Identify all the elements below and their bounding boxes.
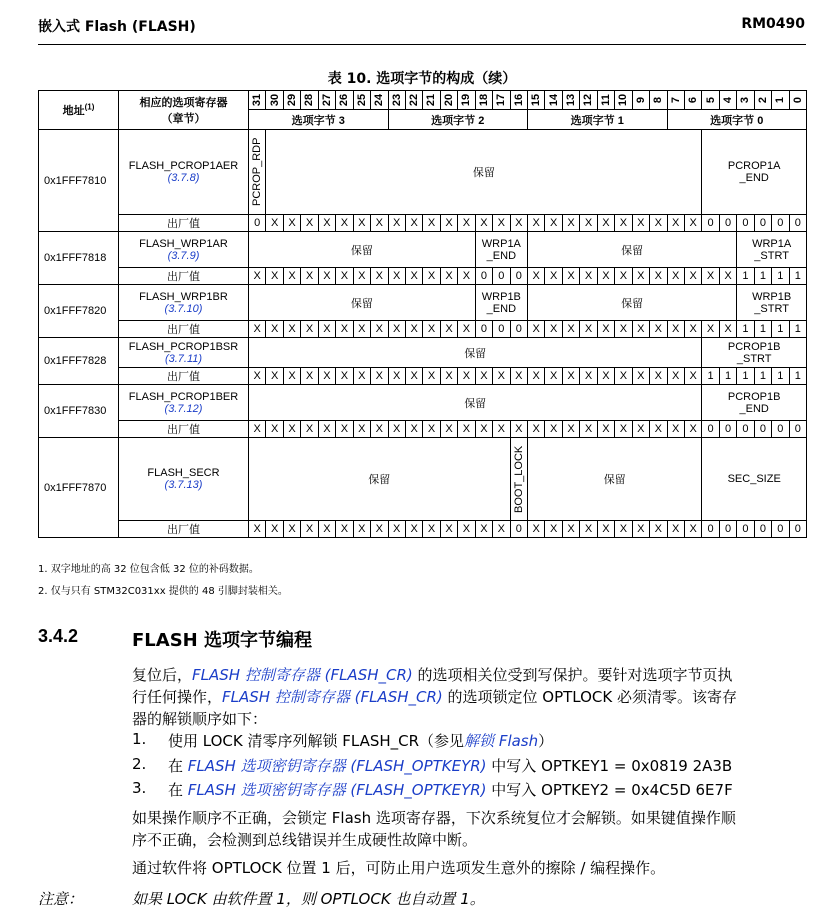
factory-value-bit: X	[388, 268, 405, 285]
bit-number: 8	[650, 91, 667, 110]
factory-value-bit: X	[353, 268, 370, 285]
factory-value-bit: X	[615, 521, 632, 538]
factory-value-bit: X	[388, 368, 405, 385]
factory-value-bit: X	[528, 268, 545, 285]
footnote-2: 2. 仅与只有 STM32C031xx 提供的 48 引脚封装相关。	[38, 586, 288, 597]
factory-value-bit: X	[545, 368, 562, 385]
factory-value-bit: 1	[737, 268, 754, 285]
factory-value-bit: X	[667, 421, 684, 438]
factory-value-label: 出厂值	[119, 368, 249, 385]
factory-value-bit: X	[336, 421, 353, 438]
factory-value-bit: X	[423, 215, 440, 232]
bit-number: 25	[353, 91, 370, 110]
factory-value-bit: X	[562, 368, 579, 385]
factory-value-bit: X	[440, 368, 457, 385]
byte-group-header: 选项字节 1	[528, 110, 668, 130]
factory-value-bit: X	[632, 521, 649, 538]
factory-value-bit: X	[528, 521, 545, 538]
bit-number: 21	[423, 91, 440, 110]
bit-number: 31	[249, 91, 266, 110]
register-address: 0x1FFF7818	[39, 232, 119, 285]
register-address: 0x1FFF7810	[39, 130, 119, 232]
bit-field: 保留	[249, 285, 476, 321]
bit-number: 16	[510, 91, 527, 110]
factory-value-bit: X	[528, 321, 545, 338]
bit-number: 1	[772, 91, 789, 110]
register-name: FLASH_PCROP1AER (3.7.8)	[119, 130, 249, 215]
note-text: 如果 LOCK 由软件置 1，则 OPTLOCK 也自动置 1。	[132, 890, 485, 908]
bit-number: 11	[597, 91, 614, 110]
factory-value-bit: X	[283, 215, 300, 232]
paragraph-3: 通过软件将 OPTLOCK 位置 1 后，可防止用户选项发生意外的擦除 / 编程操作。	[132, 859, 666, 877]
col-header-address: 地址$^{(1)}$	[39, 91, 119, 130]
factory-value-bit: X	[405, 421, 422, 438]
factory-value-bit: X	[528, 215, 545, 232]
footnote-1: 1. 双字地址的高 32 位包含低 32 位的补码数据。	[38, 564, 259, 575]
factory-value-bit: X	[597, 215, 614, 232]
factory-value-bit: X	[650, 321, 667, 338]
factory-value-bit: X	[249, 268, 266, 285]
factory-value-bit: 1	[737, 321, 754, 338]
register-name: FLASH_WRP1BR (3.7.10)	[119, 285, 249, 321]
bit-number: 15	[528, 91, 545, 110]
factory-value-bit: X	[388, 521, 405, 538]
factory-value-bit: X	[667, 268, 684, 285]
bit-number: 28	[301, 91, 318, 110]
bit-number: 17	[493, 91, 510, 110]
factory-value-bit: X	[719, 321, 736, 338]
factory-value-bit: X	[440, 521, 457, 538]
register-address: 0x1FFF7830	[39, 385, 119, 438]
factory-value-bit: 0	[754, 421, 771, 438]
factory-value-bit: X	[650, 268, 667, 285]
factory-value-bit: X	[318, 321, 335, 338]
register-name: FLASH_SECR (3.7.13)	[119, 438, 249, 521]
factory-value-bit: X	[545, 215, 562, 232]
factory-value-bit: X	[615, 215, 632, 232]
factory-value-bit: 0	[789, 421, 806, 438]
factory-value-bit: X	[266, 215, 283, 232]
factory-value-bit: X	[388, 215, 405, 232]
factory-value-bit: X	[684, 368, 701, 385]
bit-number: 10	[615, 91, 632, 110]
factory-value-bit: X	[650, 421, 667, 438]
bit-number: 12	[580, 91, 597, 110]
factory-value-bit: X	[371, 215, 388, 232]
factory-value-label: 出厂值	[119, 268, 249, 285]
factory-value-bit: X	[266, 268, 283, 285]
bit-number: 3	[737, 91, 754, 110]
bit-number: 22	[405, 91, 422, 110]
factory-value-bit: X	[423, 368, 440, 385]
factory-value-bit: 0	[719, 215, 736, 232]
page-header-left: 嵌入式 Flash (FLASH)	[38, 19, 196, 35]
list-item-2: 在 FLASH 选项密钥寄存器 (FLASH_OPTKEYR) 中写入 OPTKEY1 = 0x0819 2A3B	[168, 757, 733, 775]
bit-field: 保留	[249, 385, 702, 421]
factory-value-bit: 1	[772, 321, 789, 338]
header-rule	[38, 44, 806, 45]
bit-field: 保留	[249, 438, 511, 521]
factory-value-bit: X	[597, 321, 614, 338]
factory-value-bit: X	[667, 321, 684, 338]
factory-value-bit: X	[684, 321, 701, 338]
factory-value-bit: X	[493, 421, 510, 438]
factory-value-bit: 0	[719, 421, 736, 438]
factory-value-bit: X	[266, 521, 283, 538]
factory-value-bit: 1	[789, 368, 806, 385]
factory-value-bit: X	[458, 321, 475, 338]
bit-number: 6	[684, 91, 701, 110]
factory-value-label: 出厂值	[119, 215, 249, 232]
factory-value-bit: X	[615, 368, 632, 385]
factory-value-bit: X	[249, 421, 266, 438]
factory-value-bit: 1	[737, 368, 754, 385]
factory-value-bit: X	[458, 268, 475, 285]
bit-number: 2	[754, 91, 771, 110]
factory-value-bit: X	[632, 368, 649, 385]
factory-value-label: 出厂值	[119, 421, 249, 438]
factory-value-bit: X	[423, 268, 440, 285]
bit-field: WRP1A _STRT	[737, 232, 807, 268]
link-unlock-flash[interactable]: 解锁 Flash	[464, 732, 539, 750]
factory-value-bit: X	[597, 368, 614, 385]
bit-number: 27	[318, 91, 335, 110]
factory-value-bit: X	[318, 421, 335, 438]
factory-value-bit: X	[266, 421, 283, 438]
factory-value-bit: X	[597, 521, 614, 538]
register-address: 0x1FFF7870	[39, 438, 119, 538]
factory-value-bit: 0	[493, 268, 510, 285]
factory-value-bit: X	[405, 321, 422, 338]
factory-value-bit: X	[371, 321, 388, 338]
factory-value-bit: X	[283, 321, 300, 338]
register-name: FLASH_PCROP1BER (3.7.12)	[119, 385, 249, 421]
factory-value-bit: X	[667, 368, 684, 385]
bit-field: 保留	[528, 232, 737, 268]
factory-value-bit: X	[545, 321, 562, 338]
register-section-link[interactable]: (3.7.10)	[164, 302, 203, 315]
factory-value-bit: X	[336, 215, 353, 232]
bit-number: 5	[702, 91, 719, 110]
factory-value-bit: X	[580, 421, 597, 438]
factory-value-bit: X	[684, 421, 701, 438]
factory-value-bit: X	[475, 215, 492, 232]
factory-value-bit: X	[388, 321, 405, 338]
factory-value-bit: 0	[510, 268, 527, 285]
byte-group-header: 选项字节 2	[388, 110, 528, 130]
factory-value-bit: X	[301, 368, 318, 385]
col-header-register: 相应的选项寄存器 （章节）	[119, 91, 249, 130]
factory-value-bit: X	[528, 368, 545, 385]
factory-value-bit: X	[301, 321, 318, 338]
table-title: 表 10. 选项字节的构成（续）	[327, 71, 517, 87]
byte-group-header: 选项字节 3	[249, 110, 389, 130]
option-bytes-table	[38, 90, 807, 538]
bit-field: SEC_SIZE	[702, 438, 807, 521]
factory-value-bit: X	[353, 368, 370, 385]
factory-value-bit: X	[249, 321, 266, 338]
factory-value-bit: X	[580, 268, 597, 285]
bit-field: BOOT_LOCK	[510, 438, 527, 521]
factory-value-bit: X	[632, 421, 649, 438]
bit-field: PCROP1B _END	[702, 385, 807, 421]
factory-value-bit: X	[458, 215, 475, 232]
factory-value-bit: X	[249, 521, 266, 538]
factory-value-bit: X	[684, 215, 701, 232]
factory-value-bit: X	[283, 521, 300, 538]
factory-value-bit: X	[353, 321, 370, 338]
page-header-right: RM0490	[741, 16, 805, 32]
bit-number: 18	[475, 91, 492, 110]
factory-value-bit: 0	[737, 521, 754, 538]
byte-group-header: 选项字节 0	[667, 110, 807, 130]
factory-value-bit: X	[493, 521, 510, 538]
factory-value-bit: X	[702, 268, 719, 285]
bit-number: 20	[440, 91, 457, 110]
factory-value-bit: X	[493, 215, 510, 232]
bit-field: WRP1A _END	[475, 232, 527, 268]
factory-value-bit: 1	[772, 368, 789, 385]
factory-value-bit: X	[318, 521, 335, 538]
bit-number: 14	[545, 91, 562, 110]
bit-field: PCROP1B _STRT	[702, 338, 807, 368]
factory-value-bit: X	[249, 368, 266, 385]
factory-value-bit: X	[353, 521, 370, 538]
factory-value-bit: 0	[249, 215, 266, 232]
factory-value-bit: X	[615, 421, 632, 438]
factory-value-bit: 0	[772, 215, 789, 232]
register-name: FLASH_WRP1AR (3.7.9)	[119, 232, 249, 268]
factory-value-bit: X	[475, 421, 492, 438]
bit-field: 保留	[528, 285, 737, 321]
factory-value-bit: X	[318, 215, 335, 232]
factory-value-bit: X	[475, 521, 492, 538]
factory-value-bit: 0	[789, 521, 806, 538]
factory-value-bit: X	[545, 421, 562, 438]
bit-number: 19	[458, 91, 475, 110]
bit-field: 保留	[266, 130, 702, 215]
factory-value-bit: X	[475, 368, 492, 385]
link-optkeyr[interactable]: FLASH 选项密钥寄存器 (FLASH_OPTKEYR)	[187, 757, 487, 775]
register-section-link[interactable]: (3.7.8)	[167, 172, 200, 184]
bit-field: 保留	[249, 338, 702, 368]
factory-value-bit: X	[562, 215, 579, 232]
factory-value-bit: X	[510, 421, 527, 438]
factory-value-bit: X	[301, 521, 318, 538]
factory-value-bit: X	[458, 521, 475, 538]
bit-number: 26	[336, 91, 353, 110]
factory-value-bit: X	[405, 215, 422, 232]
factory-value-bit: X	[371, 368, 388, 385]
factory-value-bit: X	[615, 268, 632, 285]
factory-value-bit: X	[371, 268, 388, 285]
factory-value-label: 出厂值	[119, 521, 249, 538]
factory-value-bit: X	[545, 268, 562, 285]
factory-value-bit: 0	[737, 421, 754, 438]
factory-value-bit: X	[266, 321, 283, 338]
factory-value-bit: 1	[754, 321, 771, 338]
factory-value-bit: 0	[493, 321, 510, 338]
factory-value-bit: X	[405, 268, 422, 285]
factory-value-bit: X	[510, 368, 527, 385]
factory-value-bit: 0	[719, 521, 736, 538]
factory-value-bit: X	[353, 421, 370, 438]
factory-value-bit: X	[650, 215, 667, 232]
factory-value-bit: X	[423, 321, 440, 338]
factory-value-bit: X	[371, 521, 388, 538]
link-flash-cr-2[interactable]: FLASH 控制寄存器 (FLASH_CR)	[222, 688, 443, 706]
factory-value-bit: X	[597, 268, 614, 285]
factory-value-bit: X	[615, 321, 632, 338]
factory-value-bit: 1	[702, 368, 719, 385]
factory-value-bit: X	[371, 421, 388, 438]
list-item-1-number: 1.	[132, 730, 147, 748]
factory-value-bit: X	[562, 268, 579, 285]
factory-value-bit: X	[719, 268, 736, 285]
factory-value-bit: X	[301, 421, 318, 438]
bit-number: 23	[388, 91, 405, 110]
factory-value-bit: 1	[754, 368, 771, 385]
factory-value-bit: X	[283, 368, 300, 385]
factory-value-bit: X	[684, 268, 701, 285]
factory-value-bit: X	[580, 521, 597, 538]
factory-value-bit: X	[301, 215, 318, 232]
factory-value-bit: X	[458, 368, 475, 385]
factory-value-bit: X	[388, 421, 405, 438]
factory-value-bit: X	[336, 268, 353, 285]
factory-value-bit: X	[336, 521, 353, 538]
factory-value-bit: 0	[510, 321, 527, 338]
bit-number: 4	[719, 91, 736, 110]
factory-value-bit: X	[667, 215, 684, 232]
factory-value-bit: 0	[772, 521, 789, 538]
factory-value-bit: X	[353, 215, 370, 232]
factory-value-bit: X	[283, 268, 300, 285]
register-name: FLASH_PCROP1BSR (3.7.11)	[119, 338, 249, 368]
bit-field: PCROP1A _END	[702, 130, 807, 215]
factory-value-bit: X	[440, 421, 457, 438]
factory-value-bit: X	[336, 321, 353, 338]
factory-value-bit: X	[562, 321, 579, 338]
factory-value-bit: X	[336, 368, 353, 385]
bit-field: WRP1B _END	[475, 285, 527, 321]
factory-value-bit: X	[405, 521, 422, 538]
register-section-link[interactable]: (3.7.13)	[164, 479, 203, 491]
factory-value-bit: X	[318, 368, 335, 385]
section-number: 3.4.2	[38, 626, 79, 646]
factory-value-bit: X	[667, 521, 684, 538]
bit-number: 24	[371, 91, 388, 110]
note-label: 注意：	[38, 890, 84, 908]
factory-value-bit: 0	[772, 421, 789, 438]
factory-value-bit: 0	[475, 268, 492, 285]
bit-number: 30	[266, 91, 283, 110]
list-item-2-number: 2.	[132, 755, 147, 773]
factory-value-bit: X	[632, 321, 649, 338]
factory-value-bit: 1	[719, 368, 736, 385]
factory-value-bit: X	[458, 421, 475, 438]
section-title: FLASH 选项字节编程	[132, 630, 312, 651]
paragraph-2: 如果操作顺序不正确，会锁定 Flash 选项寄存器，下次系统复位才会解锁。如果键值操作顺 序不正确，会检测到总线错误并生成硬性故障中断。	[132, 809, 736, 849]
factory-value-bit: X	[580, 215, 597, 232]
bit-number: 7	[667, 91, 684, 110]
factory-value-bit: 1	[754, 268, 771, 285]
bit-field: WRP1B _STRT	[737, 285, 807, 321]
factory-value-bit: 0	[702, 421, 719, 438]
factory-value-bit: 1	[789, 268, 806, 285]
factory-value-bit: X	[562, 521, 579, 538]
factory-value-bit: X	[562, 421, 579, 438]
factory-value-bit: X	[650, 368, 667, 385]
bit-field: PCROP_RDP	[249, 130, 266, 215]
paragraph-1: 复位后，FLASH 控制寄存器 (FLASH_CR) 的选项相关位受到写保护。要针对选项字节页执 行任何操作，FLASH 控制寄存器 (FLASH_CR) 的选项锁定位 OPTLOCK 必须清零。该寄存 器的解锁顺序如下：	[132, 666, 738, 728]
list-item-3: 在 FLASH 选项密钥寄存器 (FLASH_OPTKEYR) 中写入 OPTKEY2 = 0x4C5D 6E7F	[168, 781, 733, 799]
factory-value-bit: X	[528, 421, 545, 438]
factory-value-bit: 0	[789, 215, 806, 232]
bit-number: 0	[789, 91, 806, 110]
bit-field: 保留	[249, 232, 476, 268]
factory-value-bit: 0	[754, 215, 771, 232]
bit-field: 保留	[528, 438, 702, 521]
factory-value-label: 出厂值	[119, 321, 249, 338]
factory-value-bit: 0	[510, 521, 527, 538]
bit-number: 13	[562, 91, 579, 110]
link-flash-cr[interactable]: FLASH 控制寄存器 (FLASH_CR)	[192, 666, 413, 684]
factory-value-bit: 0	[702, 215, 719, 232]
factory-value-bit: X	[301, 268, 318, 285]
factory-value-bit: 0	[702, 521, 719, 538]
factory-value-bit: X	[423, 521, 440, 538]
factory-value-bit: X	[440, 268, 457, 285]
list-item-3-number: 3.	[132, 779, 147, 797]
register-address: 0x1FFF7828	[39, 338, 119, 385]
register-section-link[interactable]: (3.7.9)	[167, 249, 200, 262]
factory-value-bit: X	[580, 368, 597, 385]
factory-value-bit: X	[545, 521, 562, 538]
factory-value-bit: X	[266, 368, 283, 385]
link-optkeyr-2[interactable]: FLASH 选项密钥寄存器 (FLASH_OPTKEYR)	[187, 781, 487, 799]
factory-value-bit: 1	[789, 321, 806, 338]
register-section-link[interactable]: (3.7.12)	[164, 402, 203, 415]
bit-number: 29	[283, 91, 300, 110]
bit-number: 9	[632, 91, 649, 110]
register-address: 0x1FFF7820	[39, 285, 119, 338]
factory-value-bit: X	[493, 368, 510, 385]
factory-value-bit: X	[597, 421, 614, 438]
factory-value-bit: X	[318, 268, 335, 285]
factory-value-bit: 1	[772, 268, 789, 285]
factory-value-bit: X	[405, 368, 422, 385]
factory-value-bit: X	[440, 215, 457, 232]
factory-value-bit: X	[632, 215, 649, 232]
factory-value-bit: 0	[754, 521, 771, 538]
factory-value-bit: X	[702, 321, 719, 338]
factory-value-bit: X	[510, 215, 527, 232]
factory-value-bit: X	[650, 521, 667, 538]
factory-value-bit: X	[440, 321, 457, 338]
factory-value-bit: X	[580, 321, 597, 338]
factory-value-bit: X	[283, 421, 300, 438]
list-item-1: 使用 LOCK 清零序列解锁 FLASH_CR（参见解锁 Flash）	[168, 732, 554, 750]
factory-value-bit: X	[632, 268, 649, 285]
register-section-link[interactable]: (3.7.11)	[164, 352, 203, 365]
factory-value-bit: X	[684, 521, 701, 538]
factory-value-bit: 0	[475, 321, 492, 338]
factory-value-bit: 0	[737, 215, 754, 232]
factory-value-bit: X	[423, 421, 440, 438]
